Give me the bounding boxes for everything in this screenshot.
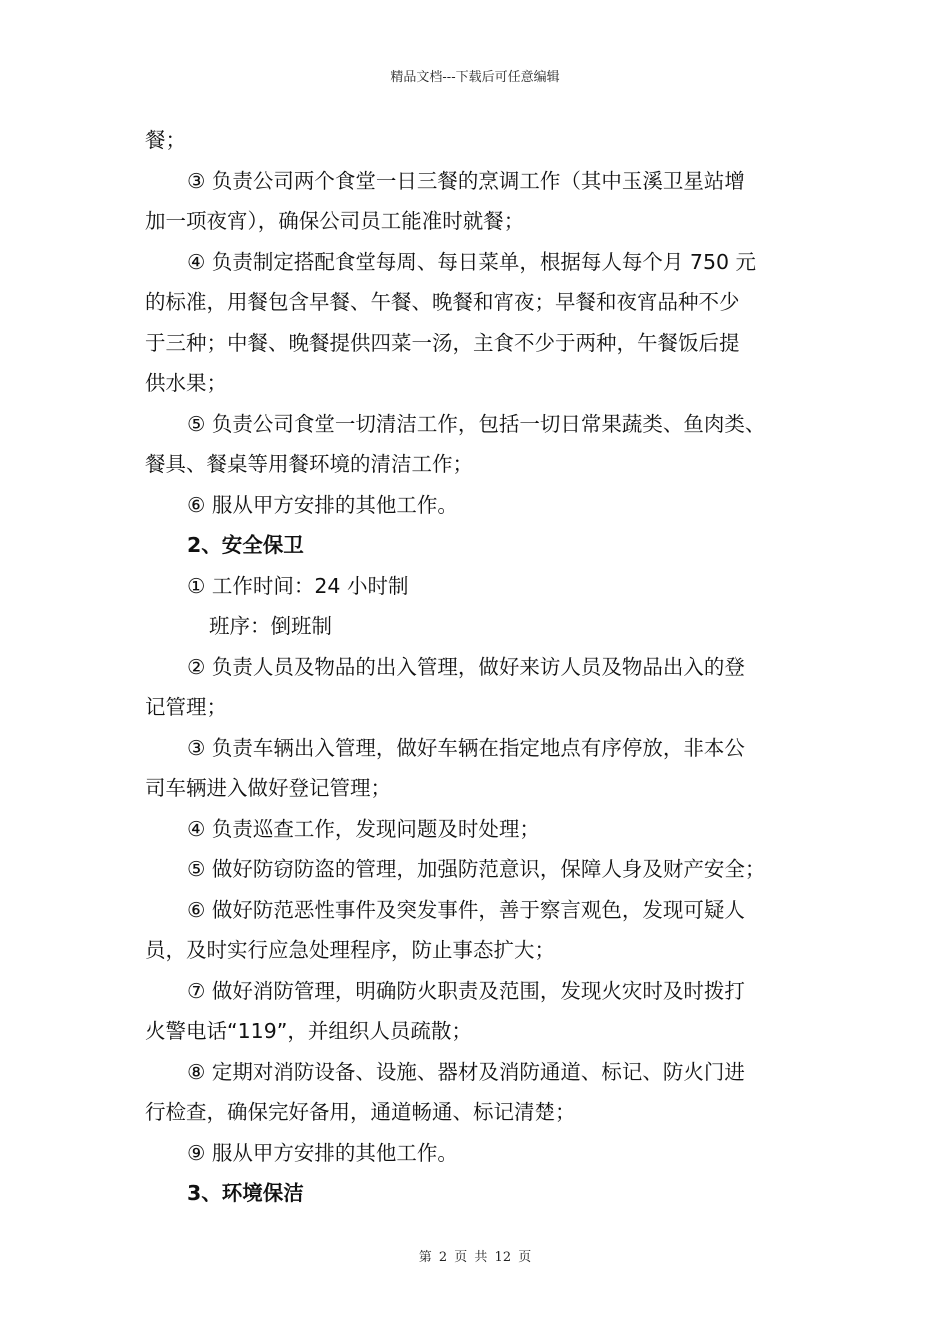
text-line: ② 负责人员及物品的出入管理，做好来访人员及物品出入的登 — [187, 654, 745, 679]
text-line: 的标准，用餐包含早餐、午餐、晚餐和宵夜；早餐和夜宵品种不少 — [145, 290, 740, 314]
page-footer: 第 2 页 共 12 页 — [418, 1250, 532, 1265]
text-line: ⑤ 负责公司食堂一切清洁工作，包括一切日常果蔬类、鱼肉类、 — [187, 411, 766, 436]
text-line: ⑨ 服从甲方安排的其他工作。 — [187, 1140, 458, 1165]
text-line: 餐； — [145, 128, 186, 152]
text-line: 供水果； — [145, 371, 227, 395]
text-line: 行检查，确保完好备用，通道畅通、标记清楚； — [145, 1100, 576, 1124]
text-line: ① 工作时间：24 小时制 — [187, 573, 409, 598]
text-line: 餐具、餐桌等用餐环境的清洁工作； — [145, 452, 473, 476]
text-line: ④ 负责制定搭配食堂每周、每日菜单，根据每人每个月 750 元 — [187, 249, 757, 274]
text-line: ⑧ 定期对消防设备、设施、器材及消防通道、标记、防火门进 — [187, 1059, 745, 1084]
section-heading: 2、安全保卫 — [187, 533, 304, 557]
text-line: ⑥ 服从甲方安排的其他工作。 — [187, 492, 458, 517]
text-line: ⑤ 做好防窃防盗的管理，加强防范意识，保障人身及财产安全； — [187, 857, 766, 881]
body-text — [145, 120, 835, 1214]
text-line: 员，及时实行应急处理程序，防止事态扩大； — [145, 938, 555, 962]
text-line: 加一项夜宵），确保公司员工能准时就餐； — [145, 209, 525, 233]
text-line: ③ 负责车辆出入管理，做好车辆在指定地点有序停放，非本公 — [187, 735, 745, 760]
text-line: ⑦ 做好消防管理，明确防火职责及范围，发现火灾时及时拨打 — [187, 978, 745, 1003]
text-line: ④ 负责巡查工作，发现问题及时处理； — [187, 816, 540, 841]
text-line: 记管理； — [145, 695, 227, 719]
section-heading: 3、环境保洁 — [187, 1181, 304, 1205]
text-line: 司车辆进入做好登记管理； — [145, 776, 391, 800]
page-header: 精品文档---下载后可任意编辑 — [390, 70, 560, 85]
text-line: ③ 负责公司两个食堂一日三餐的烹调工作（其中玉溪卫星站增 — [187, 168, 745, 193]
text-line: 于三种；中餐、晚餐提供四菜一汤，主食不少于两种，午餐饭后提 — [145, 330, 740, 355]
text-line: ⑥ 做好防范恶性事件及突发事件，善于察言观色，发现可疑人 — [187, 897, 745, 922]
text-line: 班序：倒班制 — [209, 614, 332, 638]
text-line: 火警电话“119”，并组织人员疏散； — [145, 1019, 472, 1043]
